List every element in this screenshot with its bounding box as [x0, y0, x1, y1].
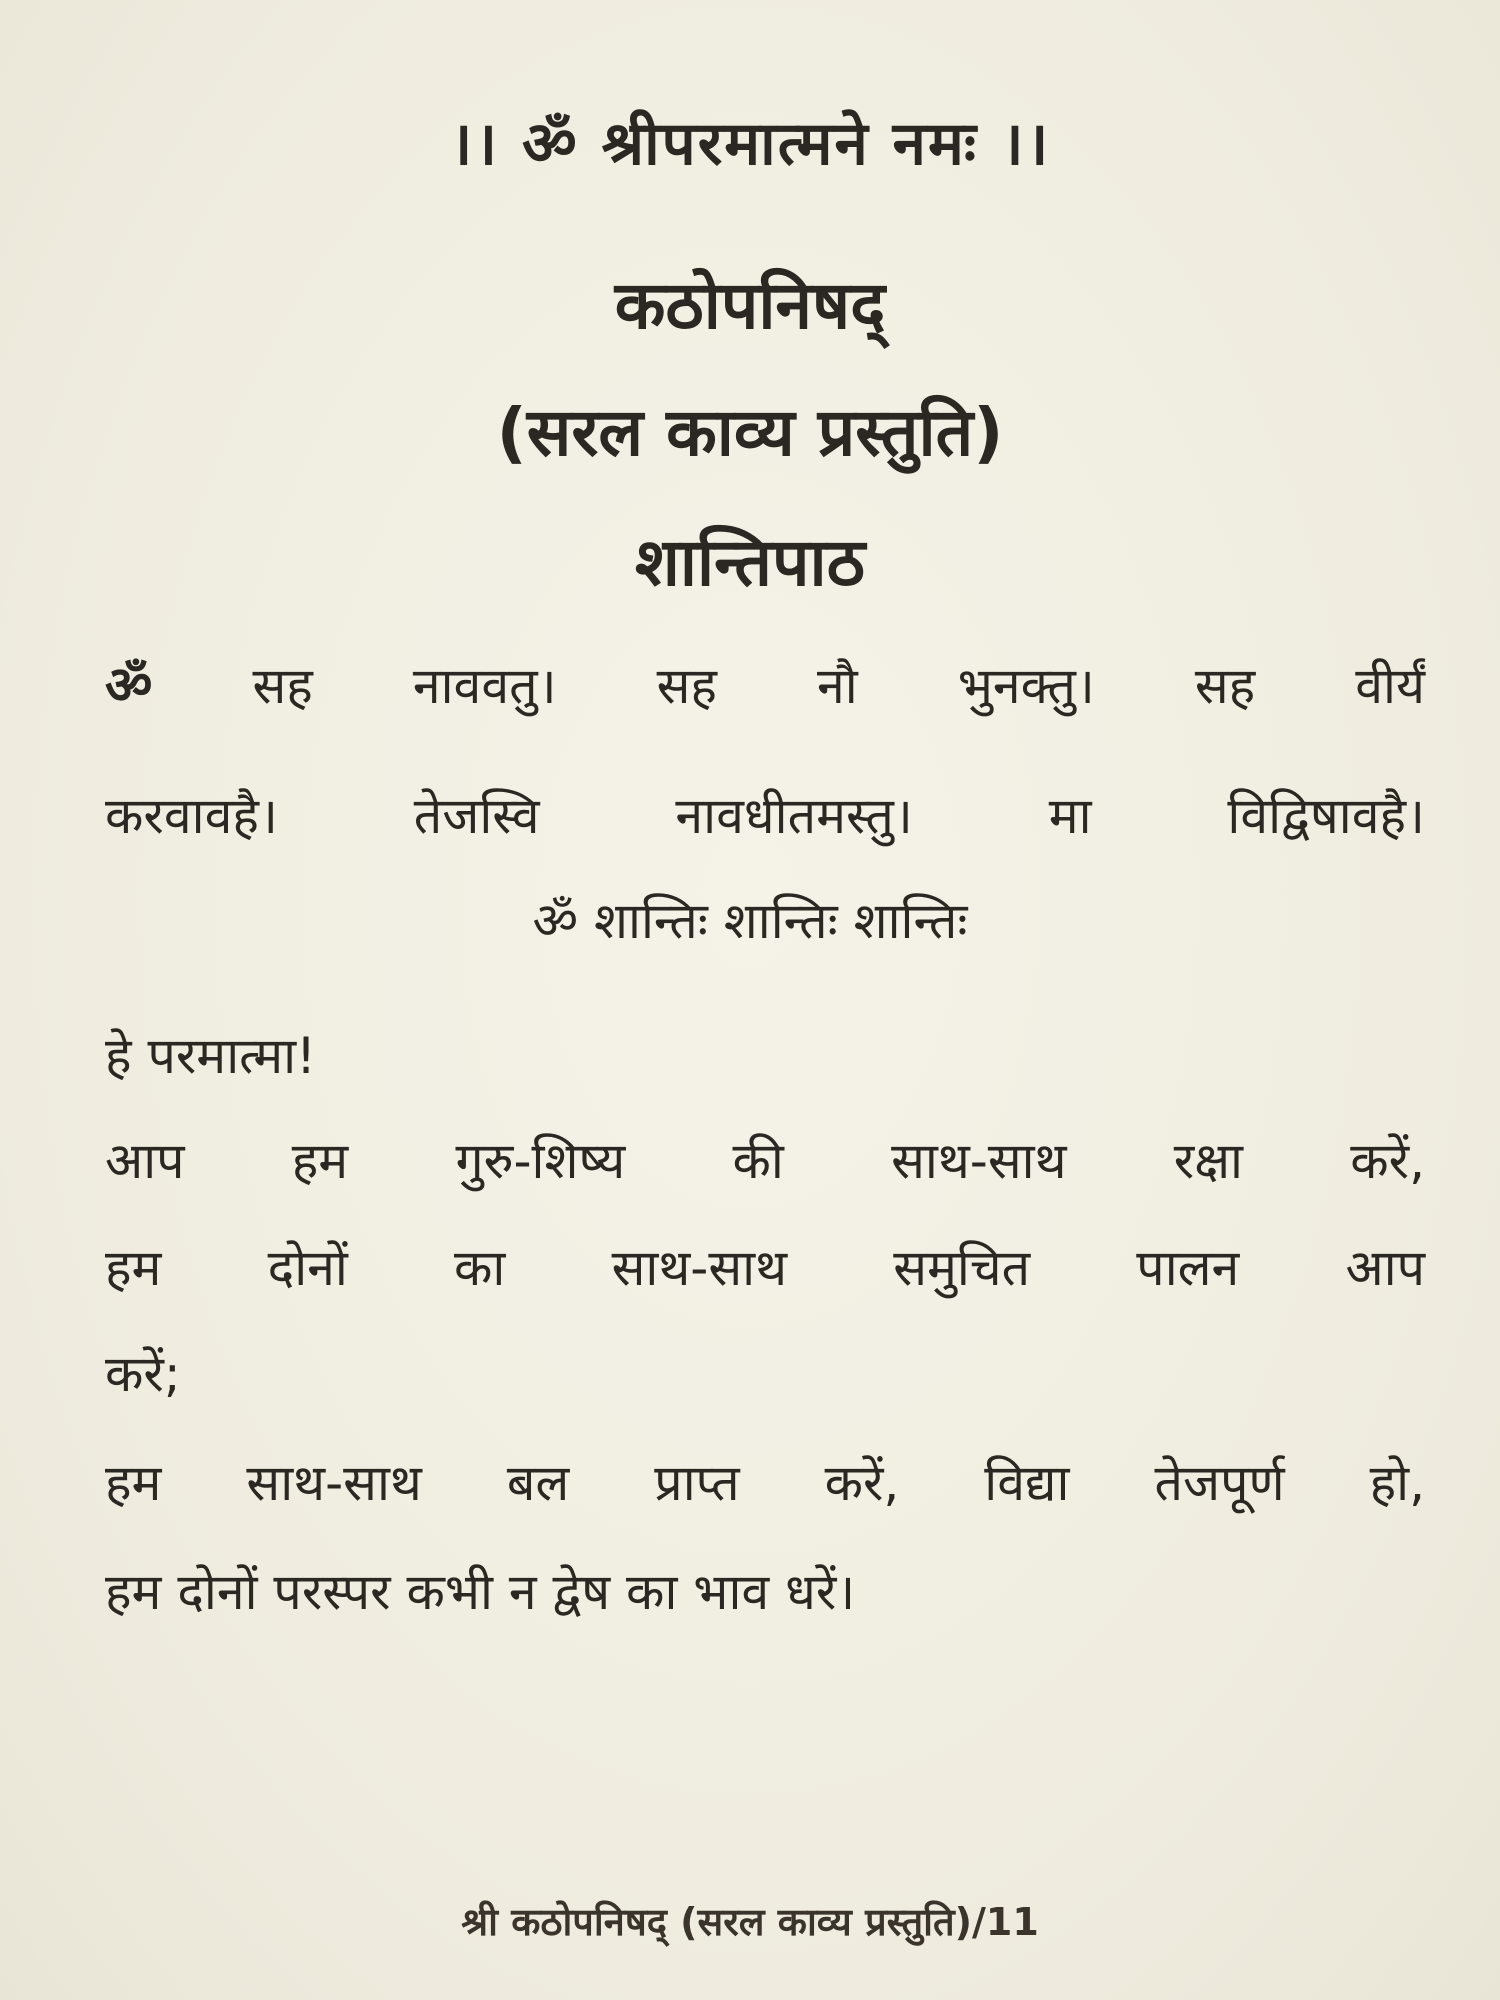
mantra-line-1-text: सह नाववतु। सह नौ भुनक्तु। सह वीर्यं: [252, 657, 1425, 715]
page-title: कठोपनिषद्: [614, 267, 886, 344]
translation-line-3: हम दोनों का साथ-साथ समुचित पालन आप: [105, 1239, 1425, 1297]
translation-line-1: हे परमात्मा!: [105, 1027, 317, 1085]
om-symbol: ॐ: [105, 656, 153, 716]
mantra-line-2: करवावहै। तेजस्वि नावधीतमस्तु। मा विद्विषावहै।: [105, 787, 1425, 845]
translation-line-2: आप हम गुरु-शिष्य की साथ-साथ रक्षा करें,: [105, 1132, 1425, 1190]
translation-line-6: हम दोनों परस्पर कभी न द्वेष का भाव धरें।: [105, 1563, 856, 1621]
mantra-line-1: [105, 648, 1425, 719]
translation-line-4: करें;: [105, 1345, 181, 1403]
shanti-line: ॐ शान्तिः शान्तिः शान्तिः: [532, 892, 968, 950]
section-heading: शान्तिपाठ: [635, 524, 865, 601]
page-subtitle: (सरल काव्य प्रस्तुति): [496, 394, 1004, 471]
page-footer: श्री कठोपनिषद् (सरल काव्य प्रस्तुति)/11: [461, 1900, 1039, 1944]
translation-line-5: हम साथ-साथ बल प्राप्त करें, विद्या तेजपूर्ण हो,: [105, 1454, 1425, 1512]
invocation-line: ।। ॐ श्रीपरमात्मने नमः ।।: [449, 109, 1051, 179]
